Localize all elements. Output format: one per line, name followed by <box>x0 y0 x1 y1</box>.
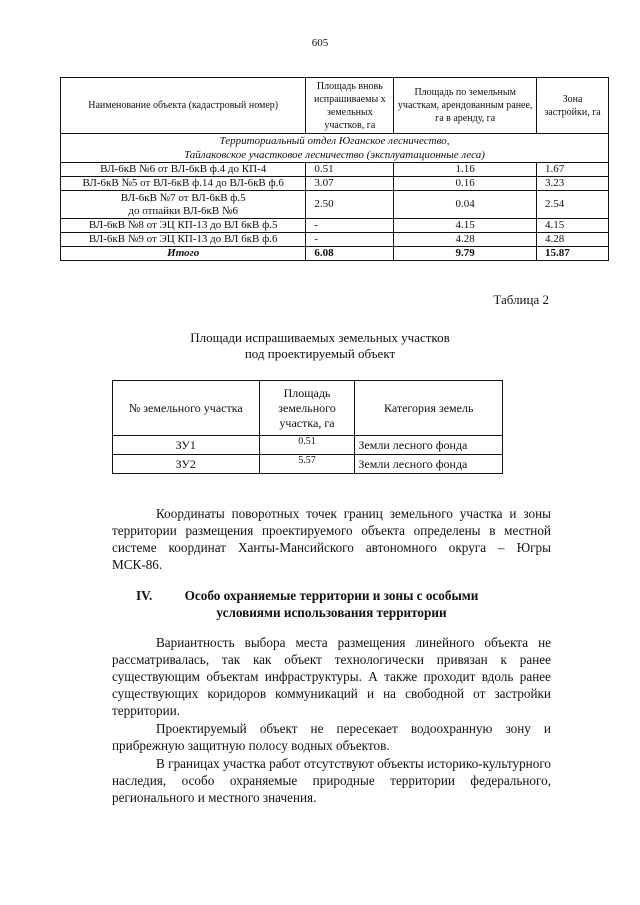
row-new-area: 2.50 <box>306 191 394 219</box>
section-heading <box>112 587 551 621</box>
table-row <box>61 177 609 191</box>
table-row <box>61 219 609 233</box>
section-heading-line-1: Особо охраняемые территории и зоны с особыми <box>184 588 479 603</box>
row-object-name: ВЛ-6кВ №5 от ВЛ-6кВ ф.14 до ВЛ-6кВ ф.6 <box>61 177 306 191</box>
header-plot-number: № земельного участка <box>113 381 260 436</box>
total-leased-area: 9.79 <box>394 247 537 261</box>
header-plot-area: Площадь земельного участка, га <box>259 381 355 436</box>
total-row <box>61 247 609 261</box>
paragraph-heritage: В границах участка работ отсутствуют объекты историко-культурного наследия, особо охраняемые природные территории федерального, регионального и местного значения. <box>112 756 551 805</box>
section-heading-line-2: условиями использования территории <box>216 605 447 620</box>
table-row <box>61 163 609 177</box>
table-row <box>61 233 609 247</box>
row-plot-number: ЗУ1 <box>113 436 260 455</box>
section-row <box>61 134 609 163</box>
row-build-zone: 1.67 <box>537 163 609 177</box>
table-header-row <box>61 78 609 134</box>
row-object-name <box>61 191 306 219</box>
row-build-zone: 3.23 <box>537 177 609 191</box>
row-plot-area: 0.51 <box>259 436 355 455</box>
row-land-category: Земли лесного фонда <box>355 436 503 455</box>
row-object-name-line-2: до отпайки ВЛ-6кВ №6 <box>128 204 238 217</box>
row-build-zone: 4.15 <box>537 219 609 233</box>
table-2-label: Таблица 2 <box>493 292 549 307</box>
row-leased-area: 4.28 <box>394 233 537 247</box>
header-land-category: Категория земель <box>355 381 503 436</box>
header-object-name: Наименование объекта (кадастровый номер) <box>61 78 306 134</box>
row-leased-area: 1.16 <box>394 163 537 177</box>
row-build-zone: 2.54 <box>537 191 609 219</box>
section-line-1: Территориальный отдел Юганское лесничество, <box>219 135 450 147</box>
header-leased-area: Площадь по земельным участкам, арендованным ранее, га в аренду, га <box>394 78 537 134</box>
row-build-zone: 4.28 <box>537 233 609 247</box>
paragraph-variant: Вариантность выбора места размещения линейного объекта не рассматривалась, так как объект технологически привязан к ранее существующим объектам инфраструктуры. А также проходит вдоль ранее существующих коридоров коммуникаций и на свободной от застройки территории. <box>112 635 551 718</box>
row-new-area: 3.07 <box>306 177 394 191</box>
row-new-area: 0.51 <box>306 163 394 177</box>
table-row <box>113 436 503 455</box>
table-2-caption <box>0 330 640 362</box>
caption-line-2: под проектируемый объект <box>244 346 396 361</box>
section-heading-number: IV. <box>136 588 153 603</box>
total-build-zone: 15.87 <box>537 247 609 261</box>
caption-line-1: Площади испрашиваемых земельных участков <box>190 330 450 345</box>
row-object-name: ВЛ-6кВ №8 от ЭЦ КП-13 до ВЛ 6кВ ф.5 <box>61 219 306 233</box>
row-object-name: ВЛ-6кВ №6 от ВЛ-6кВ ф.4 до КП-4 <box>61 163 306 177</box>
paragraph-water-zone: Проектируемый объект не пересекает водоохранную зону и прибрежную защитную полосу водных объектов. <box>112 721 551 753</box>
table-row <box>61 191 609 219</box>
row-new-area: - <box>306 219 394 233</box>
row-plot-number: ЗУ2 <box>113 455 260 474</box>
row-leased-area: 0.16 <box>394 177 537 191</box>
total-new-area: 6.08 <box>306 247 394 261</box>
paragraph-coordinates: Координаты поворотных точек границ земельного участка и зоны территории размещения проектируемого объекта определены в местной системе координат Ханты-Мансийского автономного округа – Югры МСК-86. <box>112 506 551 572</box>
table-row <box>113 455 503 474</box>
total-label: Итого <box>61 247 306 261</box>
row-plot-area: 5.57 <box>259 455 355 474</box>
table-header-row <box>113 381 503 436</box>
land-area-table <box>60 77 609 261</box>
row-new-area: - <box>306 233 394 247</box>
plot-area-table <box>112 380 503 474</box>
section-title <box>61 134 609 163</box>
header-new-area: Площадь вновь испрашиваемы х земельных участков, га <box>306 78 394 134</box>
row-leased-area: 4.15 <box>394 219 537 233</box>
header-build-zone: Зона застройки, га <box>537 78 609 134</box>
section-line-2: Тайлаковское участковое лесничество (эксплуатационные леса) <box>184 149 485 161</box>
row-object-name-line-1: ВЛ-6кВ №7 от ВЛ-6кВ ф.5 <box>120 191 246 204</box>
row-leased-area: 0.04 <box>394 191 537 219</box>
page-number: 605 <box>311 37 329 49</box>
row-land-category: Земли лесного фонда <box>355 455 503 474</box>
row-object-name: ВЛ-6кВ №9 от ЭЦ КП-13 до ВЛ 6кВ ф.6 <box>61 233 306 247</box>
